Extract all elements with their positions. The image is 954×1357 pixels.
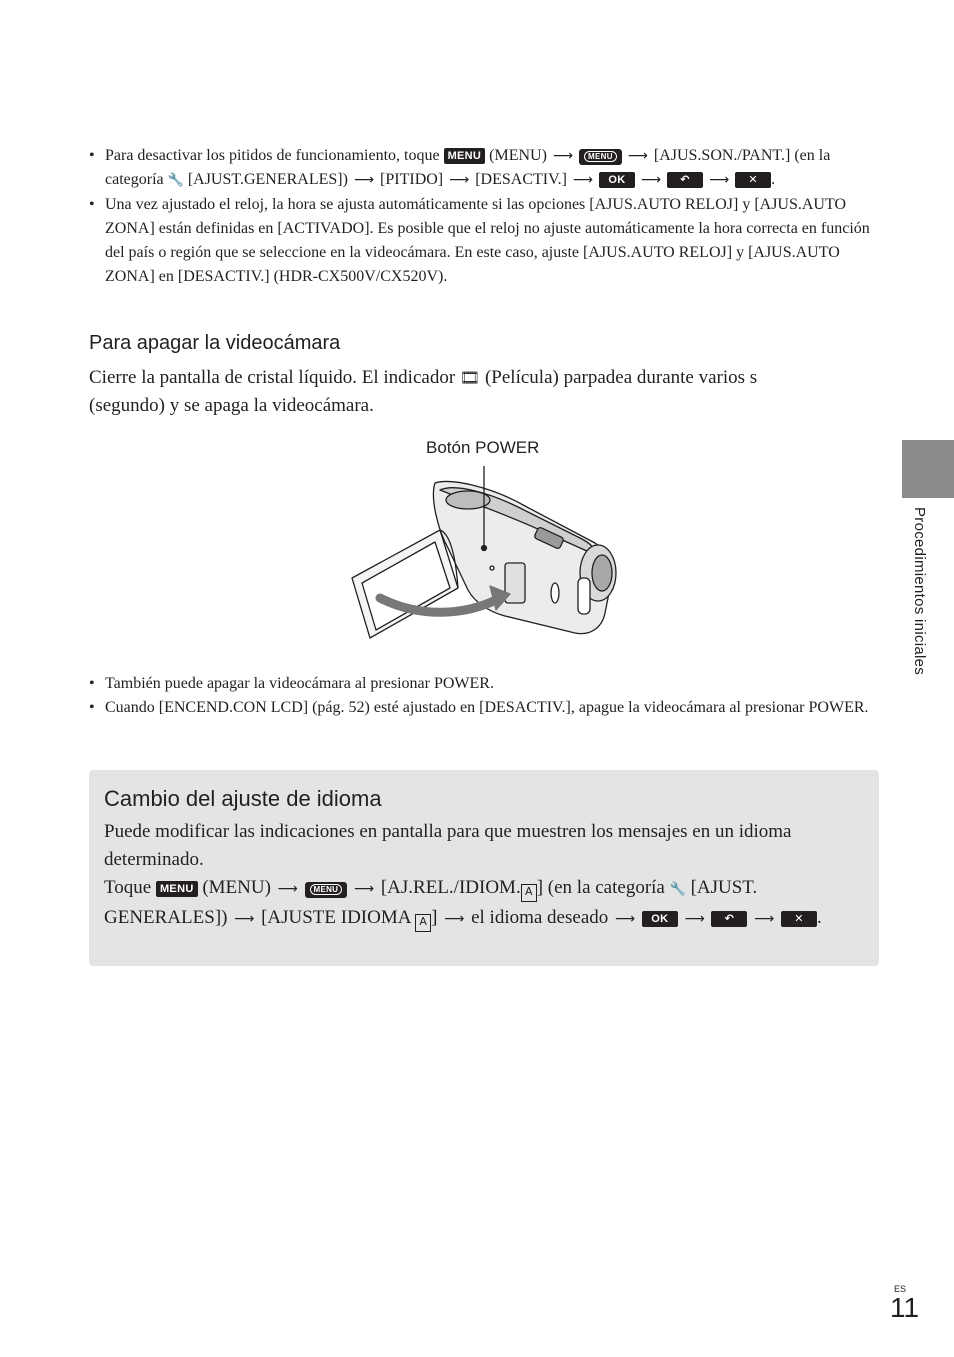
- notes-top-list: [89, 144, 881, 289]
- language-code: ES: [894, 1284, 907, 1294]
- note-text: [AJUS.SON./PANT.] (en la categoría: [105, 147, 831, 188]
- arrow-right-icon: ⟶: [709, 172, 730, 188]
- note-lcd-power: [89, 696, 881, 720]
- arrow-right-icon: ⟶: [234, 911, 255, 927]
- power-button: [482, 546, 487, 551]
- arrow-right-icon: ⟶: [572, 172, 593, 188]
- language-box-intro: Puede modificar las indicaciones en pantalla para que muestren los mensajes en un idioma determinado.: [104, 821, 792, 870]
- note-text: Cuando [ENCEND.CON LCD] (pág. 52) esté ajustado en [DESACTIV.], apague la videocámara al presionar POWER.: [105, 699, 869, 716]
- arrow-right-icon: ⟶: [354, 881, 375, 897]
- note-text: [PITIDO]: [380, 171, 444, 188]
- note-text: Una vez ajustado el reloj, la hora se ajusta automáticamente si las opciones [AJUS.AUTO RELOJ] y [AJUS.AUTO ZONA] están definidas en [ACTIVADO]. Es posible que el reloj no ajuste automáticamente la hora correcta en función del país o región que se seleccione en la videocámara. En este caso, ajuste [AJUS.AUTO RELOJ] y [AJUS.AUTO ZONA] en [DESACTIV.] (HDR-CX500V/CX520V).: [105, 196, 870, 285]
- wrench-icon: 🔧: [669, 882, 686, 897]
- section-tab-marker: [902, 440, 954, 498]
- language-settings-box: [89, 770, 879, 966]
- arrow-right-icon: ⟶: [277, 881, 298, 897]
- arrow-right-icon: ⟶: [754, 911, 775, 927]
- arrow-right-icon: ⟶: [627, 148, 648, 164]
- menu-key-icon: MENU: [444, 148, 486, 164]
- wrench-icon: 🔧: [167, 173, 184, 188]
- step-text: ] (en la categoría: [536, 877, 665, 898]
- step-text: el idioma deseado: [471, 907, 609, 928]
- power-off-text-part: Cierre la pantalla de cristal líquido. El indicador: [89, 367, 456, 388]
- language-icon: A: [521, 884, 537, 902]
- home-menu-key-icon: [305, 882, 348, 898]
- back-key-icon: ↶: [711, 911, 747, 927]
- arrow-right-icon: ⟶: [615, 911, 636, 927]
- language-box-title: Cambio del ajuste de idioma: [104, 786, 382, 811]
- language-icon: A: [415, 914, 431, 932]
- note-text: También puede apagar la videocámara al presionar POWER.: [105, 675, 494, 692]
- menu-key-icon: MENU: [156, 881, 198, 897]
- arrow-right-icon: ⟶: [552, 148, 574, 164]
- notes-bottom-list: [89, 672, 881, 720]
- language-box-body: [104, 818, 864, 933]
- step-text: [AJUSTE IDIOMA: [261, 907, 411, 928]
- note-power-button: [89, 672, 881, 696]
- section-tab-label: Procedimientos iniciales: [911, 507, 928, 676]
- page-number: 11: [890, 1292, 920, 1323]
- film-icon: 🎞: [459, 368, 481, 387]
- close-key-icon: ✕: [781, 911, 817, 927]
- ok-key-icon: OK: [642, 911, 678, 927]
- home-menu-key-icon: [579, 149, 622, 165]
- arrow-right-icon: ⟶: [449, 172, 470, 188]
- power-button-label: Botón POWER: [426, 438, 540, 457]
- arrow-right-icon: ⟶: [684, 911, 705, 927]
- back-key-icon: ↶: [667, 172, 703, 188]
- note-text: (MENU): [489, 147, 547, 164]
- camcorder-figure: [340, 438, 640, 658]
- power-off-text-part: (Película) parpadea durante varios s (segundo) y se apaga la videocámara.: [89, 367, 758, 416]
- step-text: (MENU): [202, 877, 271, 898]
- note-text: [DESACTIV.]: [475, 171, 567, 188]
- step-text: [AJ.REL./IDIOM.: [380, 877, 521, 898]
- step-text: .: [817, 907, 822, 928]
- note-text: .: [771, 171, 776, 188]
- step-text: ]: [431, 907, 438, 928]
- step-text: [AJUST. GENERALES]): [104, 877, 758, 928]
- language-box-steps: [104, 874, 864, 933]
- power-off-text: [89, 364, 829, 420]
- note-text: Para desactivar los pitidos de funcionamiento, toque: [105, 147, 440, 164]
- note-text: [AJUST.GENERALES]): [187, 171, 348, 188]
- home-menu-key-label: MENU: [310, 884, 343, 895]
- camcorder-illustration: [340, 438, 640, 658]
- note-beep-off: [89, 144, 881, 193]
- note-auto-clock: [89, 193, 881, 289]
- arrow-right-icon: ⟶: [353, 172, 375, 188]
- step-text: Toque: [104, 877, 152, 898]
- close-key-icon: ✕: [735, 172, 771, 188]
- home-menu-key-label: MENU: [584, 151, 617, 162]
- ok-key-icon: OK: [599, 172, 635, 188]
- power-off-heading: Para apagar la videocámara: [89, 332, 341, 354]
- arrow-right-icon: ⟶: [640, 172, 662, 188]
- arrow-right-icon: ⟶: [444, 911, 465, 927]
